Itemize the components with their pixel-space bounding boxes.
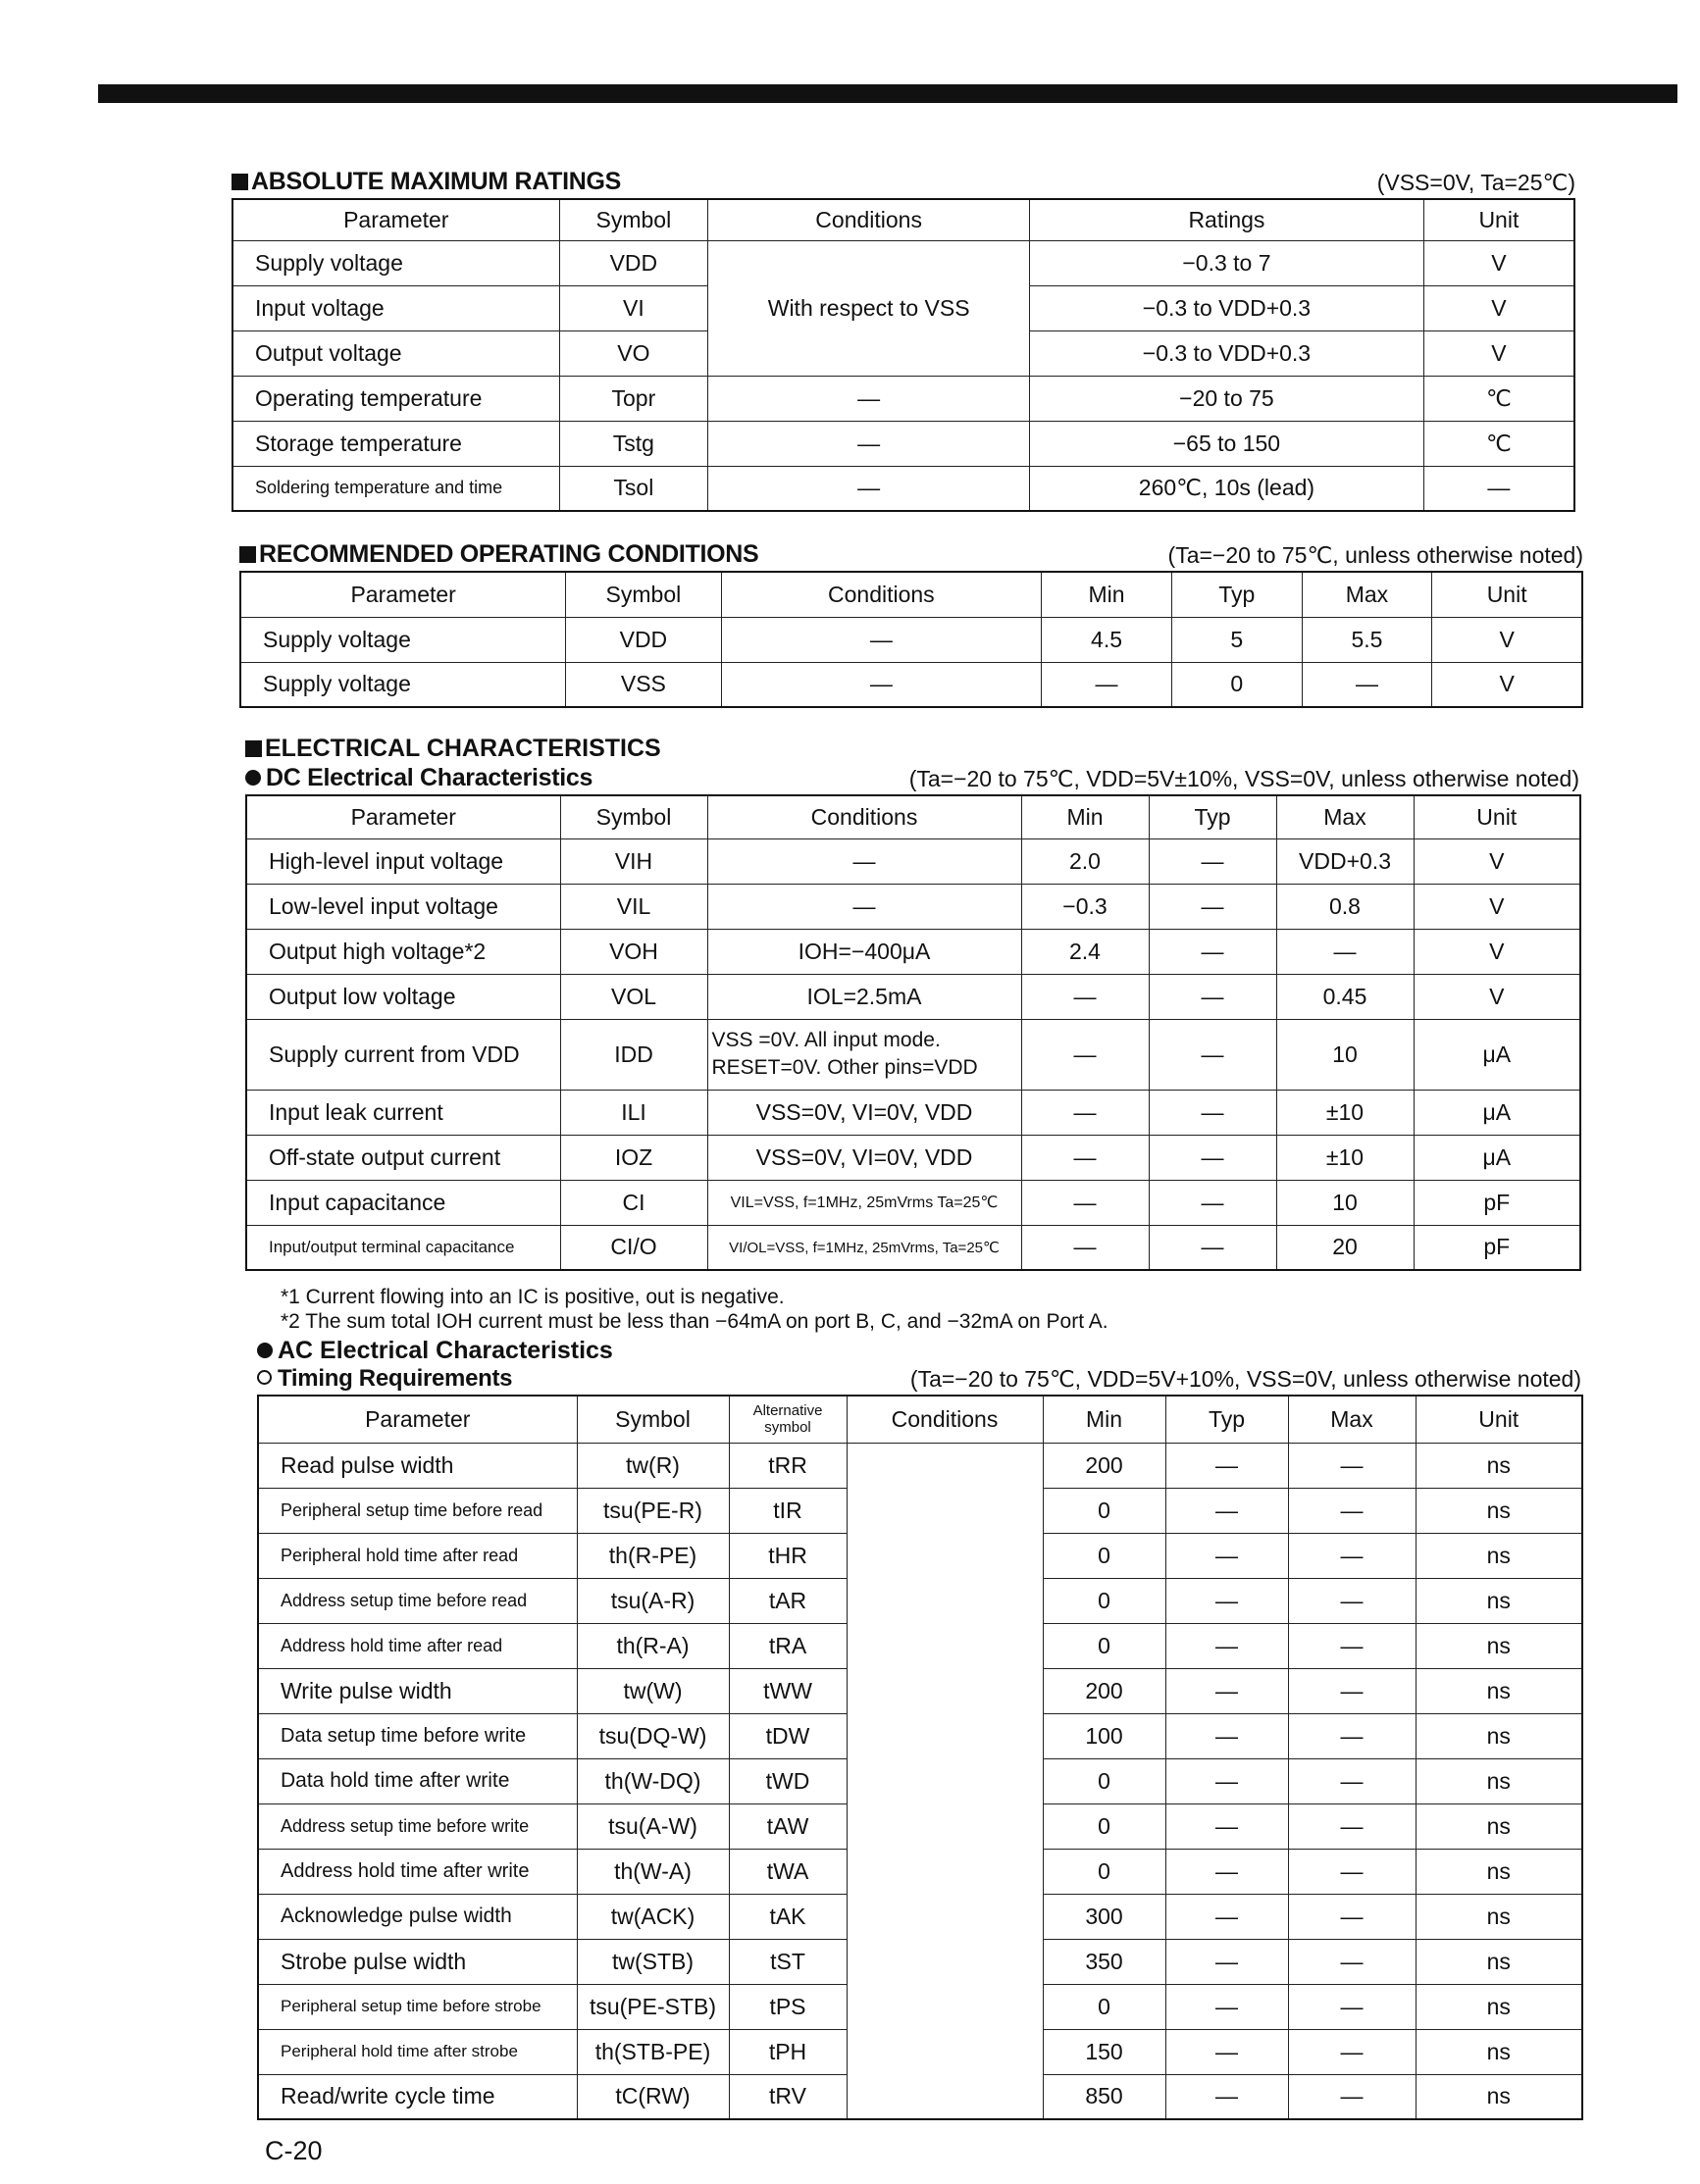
table-row: Output voltage VO −0.3 to VDD+0.3 V <box>232 330 1574 376</box>
table-row: Data setup time before write tsu(DQ-W) tDW 100 — — ns <box>258 1713 1582 1758</box>
column-header: Max <box>1302 572 1432 617</box>
ac-conditions-note: (Ta=−20 to 75℃, VDD=5V+10%, VSS=0V, unless otherwise noted) <box>909 1366 1581 1392</box>
table-row: High-level input voltage VIH — 2.0 — VDD+0.3 V <box>246 838 1580 884</box>
column-header: Symbol <box>560 795 707 838</box>
recommended-table <box>239 571 1583 708</box>
column-header: Unit <box>1432 572 1582 617</box>
table-row: Input leak current ILI VSS=0V, VI=0V, VDD — — ±10 μA <box>246 1090 1580 1135</box>
table-row: Peripheral setup time before read tsu(PE-R) tIR 0 — — ns <box>258 1488 1582 1533</box>
column-header: Parameter <box>246 795 560 838</box>
table-row: Address hold time after write th(W-A) tWA 0 — — ns <box>258 1849 1582 1894</box>
dc-conditions-note: (Ta=−20 to 75℃, VDD=5V±10%, VSS=0V, unless otherwise noted) <box>908 766 1579 791</box>
table-row: Write pulse width tw(W) tWW 200 — — ns <box>258 1668 1582 1713</box>
table-row: Strobe pulse width tw(STB) tST 350 — — ns <box>258 1939 1582 1984</box>
absolute-max-table <box>232 198 1575 512</box>
table-row: Input/output terminal capacitance CI/O VI/OL=VSS, f=1MHz, 25mVrms, Ta=25℃ — — 20 pF <box>246 1225 1580 1270</box>
recommended-conditions-note: (Ta=−20 to 75℃, unless otherwise noted) <box>1167 542 1583 568</box>
column-header: Min <box>1043 1396 1165 1443</box>
table-row: Address setup time before write tsu(A-W) tAW 0 — — ns <box>258 1803 1582 1849</box>
column-header: Typ <box>1149 795 1276 838</box>
recommended-title: RECOMMENDED OPERATING CONDITIONS <box>239 540 758 569</box>
column-header: Unit <box>1414 795 1580 838</box>
filled-circle-bullet-icon <box>245 770 261 786</box>
top-rule <box>98 84 1677 103</box>
column-header: Symbol <box>566 572 721 617</box>
table-row: Read/write cycle time tC(RW) tRV 850 — — ns <box>258 2074 1582 2119</box>
column-header: Parameter <box>258 1396 577 1443</box>
column-header: Min <box>1042 572 1172 617</box>
column-header: Min <box>1021 795 1149 838</box>
timing-requirements-table <box>257 1395 1583 2120</box>
ac-section <box>257 1336 1581 2120</box>
table-row: Input capacitance CI VIL=VSS, f=1MHz, 25mVrms Ta=25℃ — — 10 pF <box>246 1180 1580 1225</box>
column-header: Max <box>1288 1396 1416 1443</box>
table-row: Output high voltage*2 VOH IOH=−400μA 2.4 — — V <box>246 929 1580 974</box>
table-row: Peripheral setup time before strobe tsu(PE-STB) tPS 0 — — ns <box>258 1984 1582 2029</box>
column-header: Parameter <box>232 199 559 240</box>
footnote: *1 Current flowing into an IC is positive, out is negative. <box>281 1286 785 1308</box>
column-header: Conditions <box>708 199 1030 240</box>
table-row: Input voltage VI −0.3 to VDD+0.3 V <box>232 285 1574 330</box>
column-header: Conditions <box>707 795 1021 838</box>
table-row: Address setup time before read tsu(A-R) tAR 0 — — ns <box>258 1578 1582 1623</box>
table-row: Off-state output current IOZ VSS=0V, VI=0V, VDD — — ±10 μA <box>246 1135 1580 1180</box>
column-header: Symbol <box>559 199 708 240</box>
table-row: Operating temperature Topr — −20 to 75 ℃ <box>232 376 1574 421</box>
footnotes <box>281 1285 1108 1334</box>
table-row: Acknowledge pulse width tw(ACK) tAK 300 — — ns <box>258 1894 1582 1939</box>
table-row: Supply voltage VDD — 4.5 5 5.5 V <box>240 617 1582 662</box>
square-bullet-icon <box>232 174 248 190</box>
column-header: Unit <box>1423 199 1574 240</box>
footnote: *2 The sum total IOH current must be less than −64mA on port B, C, and −32mA on Port A. <box>281 1310 1108 1333</box>
open-circle-bullet-icon <box>257 1370 272 1385</box>
table-row: Address hold time after read th(R-A) tRA 0 — — ns <box>258 1623 1582 1668</box>
column-header: Conditions <box>847 1396 1043 1443</box>
table-row: Supply voltage VSS — — 0 — V <box>240 662 1582 707</box>
table-row: Peripheral hold time after strobe th(STB-PE) tPH 150 — — ns <box>258 2029 1582 2074</box>
column-header: Typ <box>1165 1396 1288 1443</box>
column-header: Typ <box>1171 572 1302 617</box>
table-row: Soldering temperature and time Tsol — 260℃, 10s (lead) — <box>232 466 1574 511</box>
shared-condition-cell: With respect to VSS <box>708 240 1030 376</box>
recommended-section <box>239 537 1583 708</box>
table-row: Data hold time after write th(W-DQ) tWD 0 — — ns <box>258 1758 1582 1803</box>
table-row: Peripheral hold time after read th(R-PE) tHR 0 — — ns <box>258 1533 1582 1578</box>
column-header: Ratings <box>1030 199 1424 240</box>
dc-characteristics-table <box>245 794 1581 1271</box>
absolute-max-conditions-note: (VSS=0V, Ta=25℃) <box>1376 170 1575 195</box>
column-header: Alternative symbol <box>729 1396 847 1443</box>
square-bullet-icon <box>245 740 262 757</box>
electrical-title: ELECTRICAL CHARACTERISTICS <box>245 734 1579 763</box>
electrical-section <box>245 734 1579 1271</box>
filled-circle-bullet-icon <box>257 1343 273 1358</box>
column-header: Unit <box>1416 1396 1582 1443</box>
absolute-max-title: ABSOLUTE MAXIMUM RATINGS <box>232 168 621 196</box>
column-header: Symbol <box>577 1396 729 1443</box>
table-row: Supply current from VDD IDD VSS =0V. All input mode. RESET=0V. Other pins=VDD — — 10 μA <box>246 1019 1580 1090</box>
square-bullet-icon <box>239 546 256 563</box>
timing-title: Timing Requirements <box>257 1365 512 1393</box>
table-row: Storage temperature Tstg — −65 to 150 ℃ <box>232 421 1574 466</box>
page-number: C-20 <box>265 2136 323 2165</box>
table-row: Low-level input voltage VIL — −0.3 — 0.8 V <box>246 884 1580 929</box>
ac-title: AC Electrical Characteristics <box>257 1336 1581 1365</box>
conditions-blank-cell <box>847 1443 1043 2119</box>
column-header: Conditions <box>721 572 1042 617</box>
table-row: Supply voltage VDD With respect to VSS −0.3 to 7 V <box>232 240 1574 285</box>
column-header: Parameter <box>240 572 566 617</box>
column-header: Max <box>1276 795 1414 838</box>
table-row: Read pulse width tw(R) tRR 200 — — ns <box>258 1443 1582 1488</box>
absolute-max-section <box>232 165 1575 512</box>
dc-title: DC Electrical Characteristics <box>245 764 592 792</box>
table-row: Output low voltage VOL IOL=2.5mA — — 0.45 V <box>246 974 1580 1019</box>
